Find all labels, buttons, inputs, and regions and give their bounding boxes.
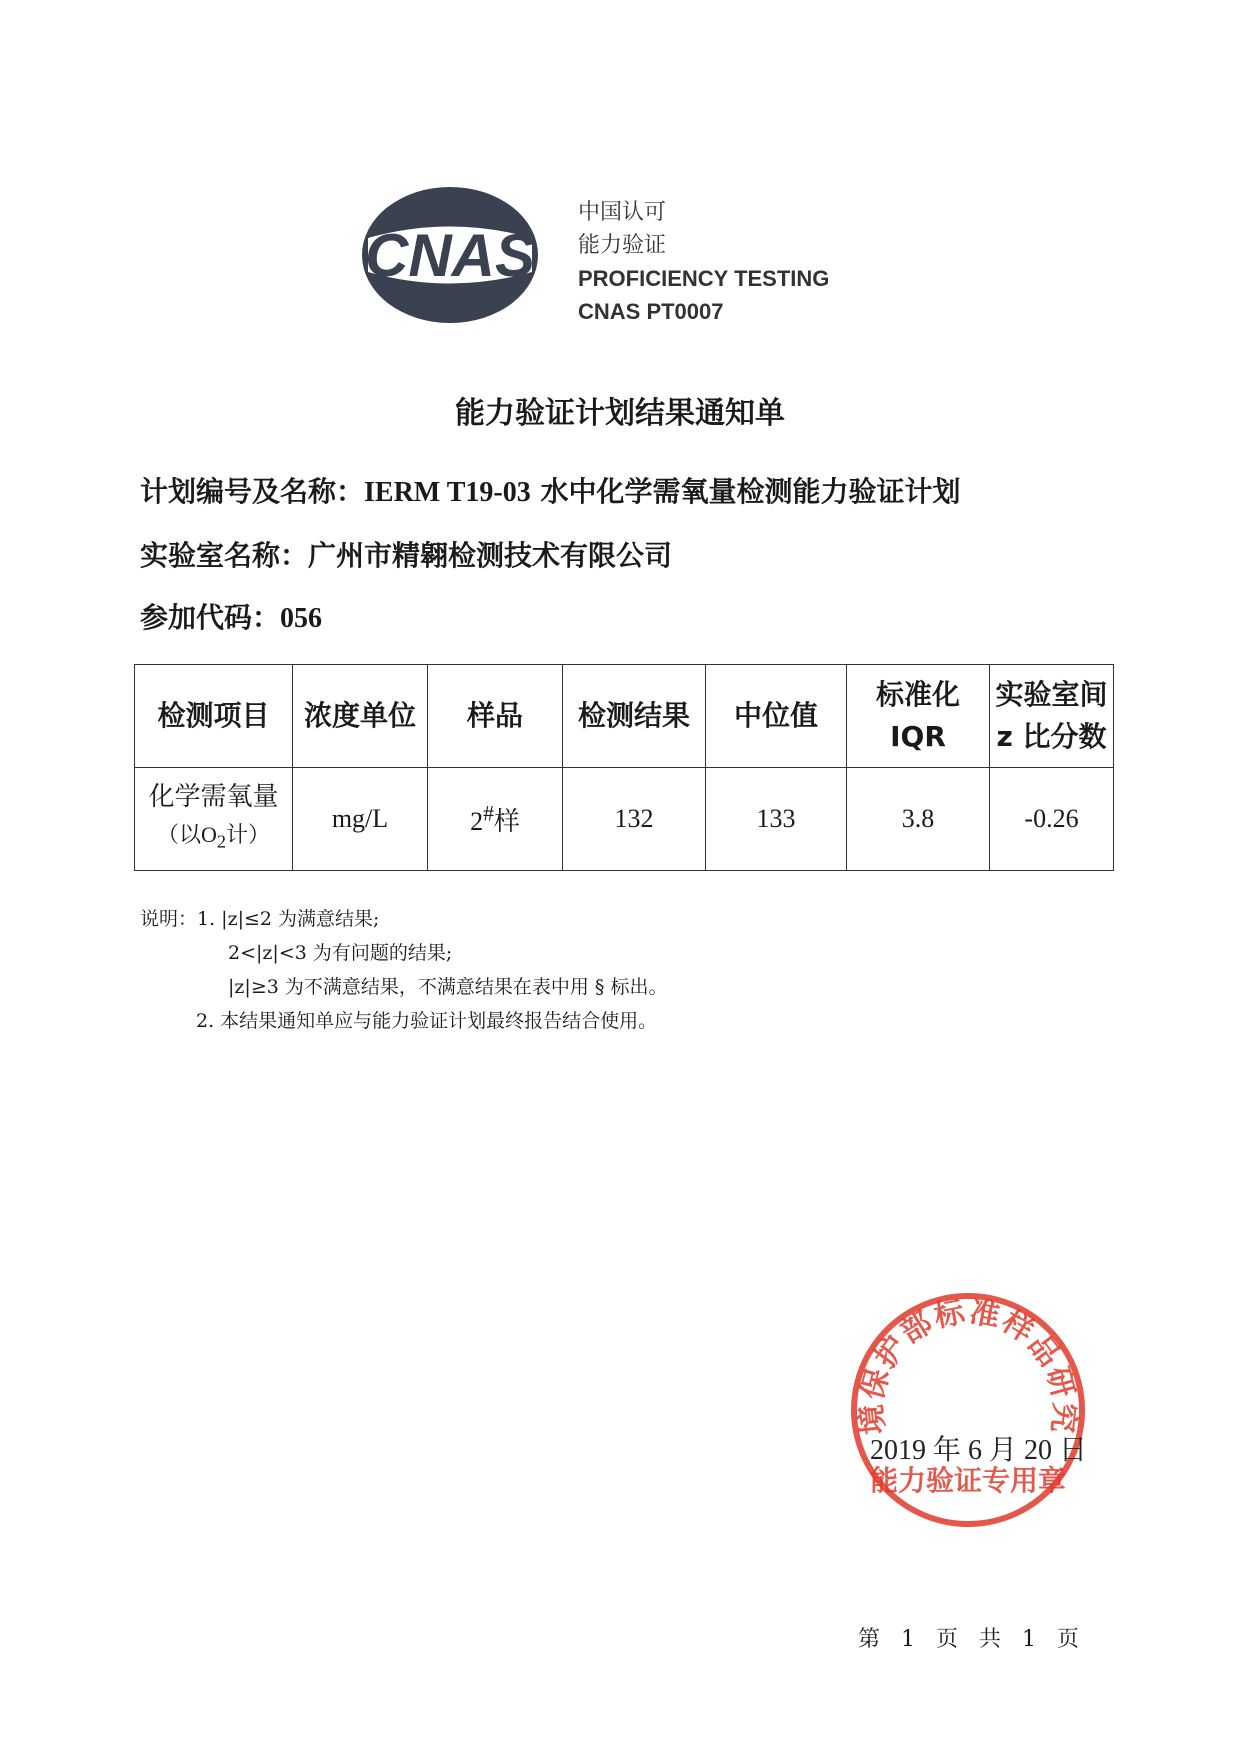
header-z bbox=[990, 665, 1114, 768]
cell-item bbox=[135, 768, 293, 871]
document-title: 能力验证计划结果通知单 bbox=[455, 396, 785, 431]
logo-line-cn1: 中国认可 bbox=[578, 200, 667, 225]
logo-line-en1: PROFICIENCY TESTING bbox=[578, 266, 830, 291]
header-iqr-line1: 标准化 bbox=[875, 678, 960, 711]
code-label: 参加代码： bbox=[140, 601, 281, 634]
header-unit: 浓度单位 bbox=[293, 665, 428, 768]
note-2: 2<|z|<3 为有问题的结果; bbox=[228, 942, 453, 964]
lab-label: 实验室名称： bbox=[140, 539, 309, 572]
cell-z: -0.26 bbox=[990, 768, 1114, 871]
logo-mark-text: CNAS bbox=[364, 222, 536, 289]
cell-sample-num: 2 bbox=[470, 806, 484, 836]
header-z-line2: z 比分数 bbox=[996, 720, 1107, 753]
note-4: 2. 本结果通知单应与能力验证计划最终报告结合使用。 bbox=[196, 1010, 658, 1032]
code-field bbox=[140, 596, 322, 636]
header-result: 检测结果 bbox=[563, 665, 706, 768]
cell-item-note-sub: 2 bbox=[216, 831, 227, 852]
cell-item-name: 化学需氧量 bbox=[148, 781, 279, 811]
lab-name: 广州市精翱检测技术有限公司 bbox=[308, 539, 673, 572]
header-iqr bbox=[847, 665, 990, 768]
code-value: 056 bbox=[280, 603, 323, 634]
cell-iqr: 3.8 bbox=[847, 768, 990, 871]
page-footer: 第 1 页 共 1 页 bbox=[858, 1627, 1079, 1652]
logo-line-en2: CNAS PT0007 bbox=[578, 299, 724, 324]
note-1: 说明：1. |z|≤2 为满意结果; bbox=[140, 908, 380, 930]
logo-line-cn2: 能力验证 bbox=[578, 233, 667, 258]
issue-date: 2019 年 6 月 20 日 bbox=[870, 1435, 1088, 1466]
logo-caption bbox=[578, 196, 829, 328]
cell-result: 132 bbox=[563, 768, 706, 871]
seal-ring-text: 境保护部标准样品研究 bbox=[853, 1294, 1083, 1437]
lab-field bbox=[140, 534, 672, 574]
cell-median: 133 bbox=[706, 768, 847, 871]
cell-unit: mg/L bbox=[293, 768, 428, 871]
table-row bbox=[135, 768, 1114, 871]
seal-bottom-text: 能力验证专用章 bbox=[869, 1464, 1067, 1497]
cell-sample bbox=[428, 768, 563, 871]
header-sample: 样品 bbox=[428, 665, 563, 768]
header-item: 检测项目 bbox=[135, 665, 293, 768]
cnas-logo bbox=[350, 180, 550, 330]
header-z-line1: 实验室间 bbox=[995, 678, 1108, 711]
svg-text:环境保护部标准样品研究所 bbox=[848, 1290, 1082, 1436]
cell-sample-word: 样 bbox=[493, 806, 520, 836]
official-seal bbox=[848, 1290, 1088, 1530]
notes bbox=[140, 902, 667, 1038]
results-table bbox=[134, 664, 1114, 871]
table-header-row bbox=[135, 665, 1114, 768]
cell-item-note-post: 计） bbox=[226, 821, 271, 847]
plan-label: 计划编号及名称： bbox=[140, 475, 365, 508]
cell-item-note-pre: （以O bbox=[156, 821, 217, 847]
plan-field bbox=[140, 470, 960, 510]
plan-name: 水中化学需氧量检测能力验证计划 bbox=[530, 475, 961, 508]
header-iqr-line2: IQR bbox=[890, 720, 946, 753]
header-median: 中位值 bbox=[706, 665, 847, 768]
note-3: |z|≥3 为不满意结果，不满意结果在表中用 § 标出。 bbox=[228, 976, 668, 998]
cell-sample-sup: # bbox=[483, 800, 494, 825]
plan-code: IERM T19-03 bbox=[364, 477, 531, 508]
